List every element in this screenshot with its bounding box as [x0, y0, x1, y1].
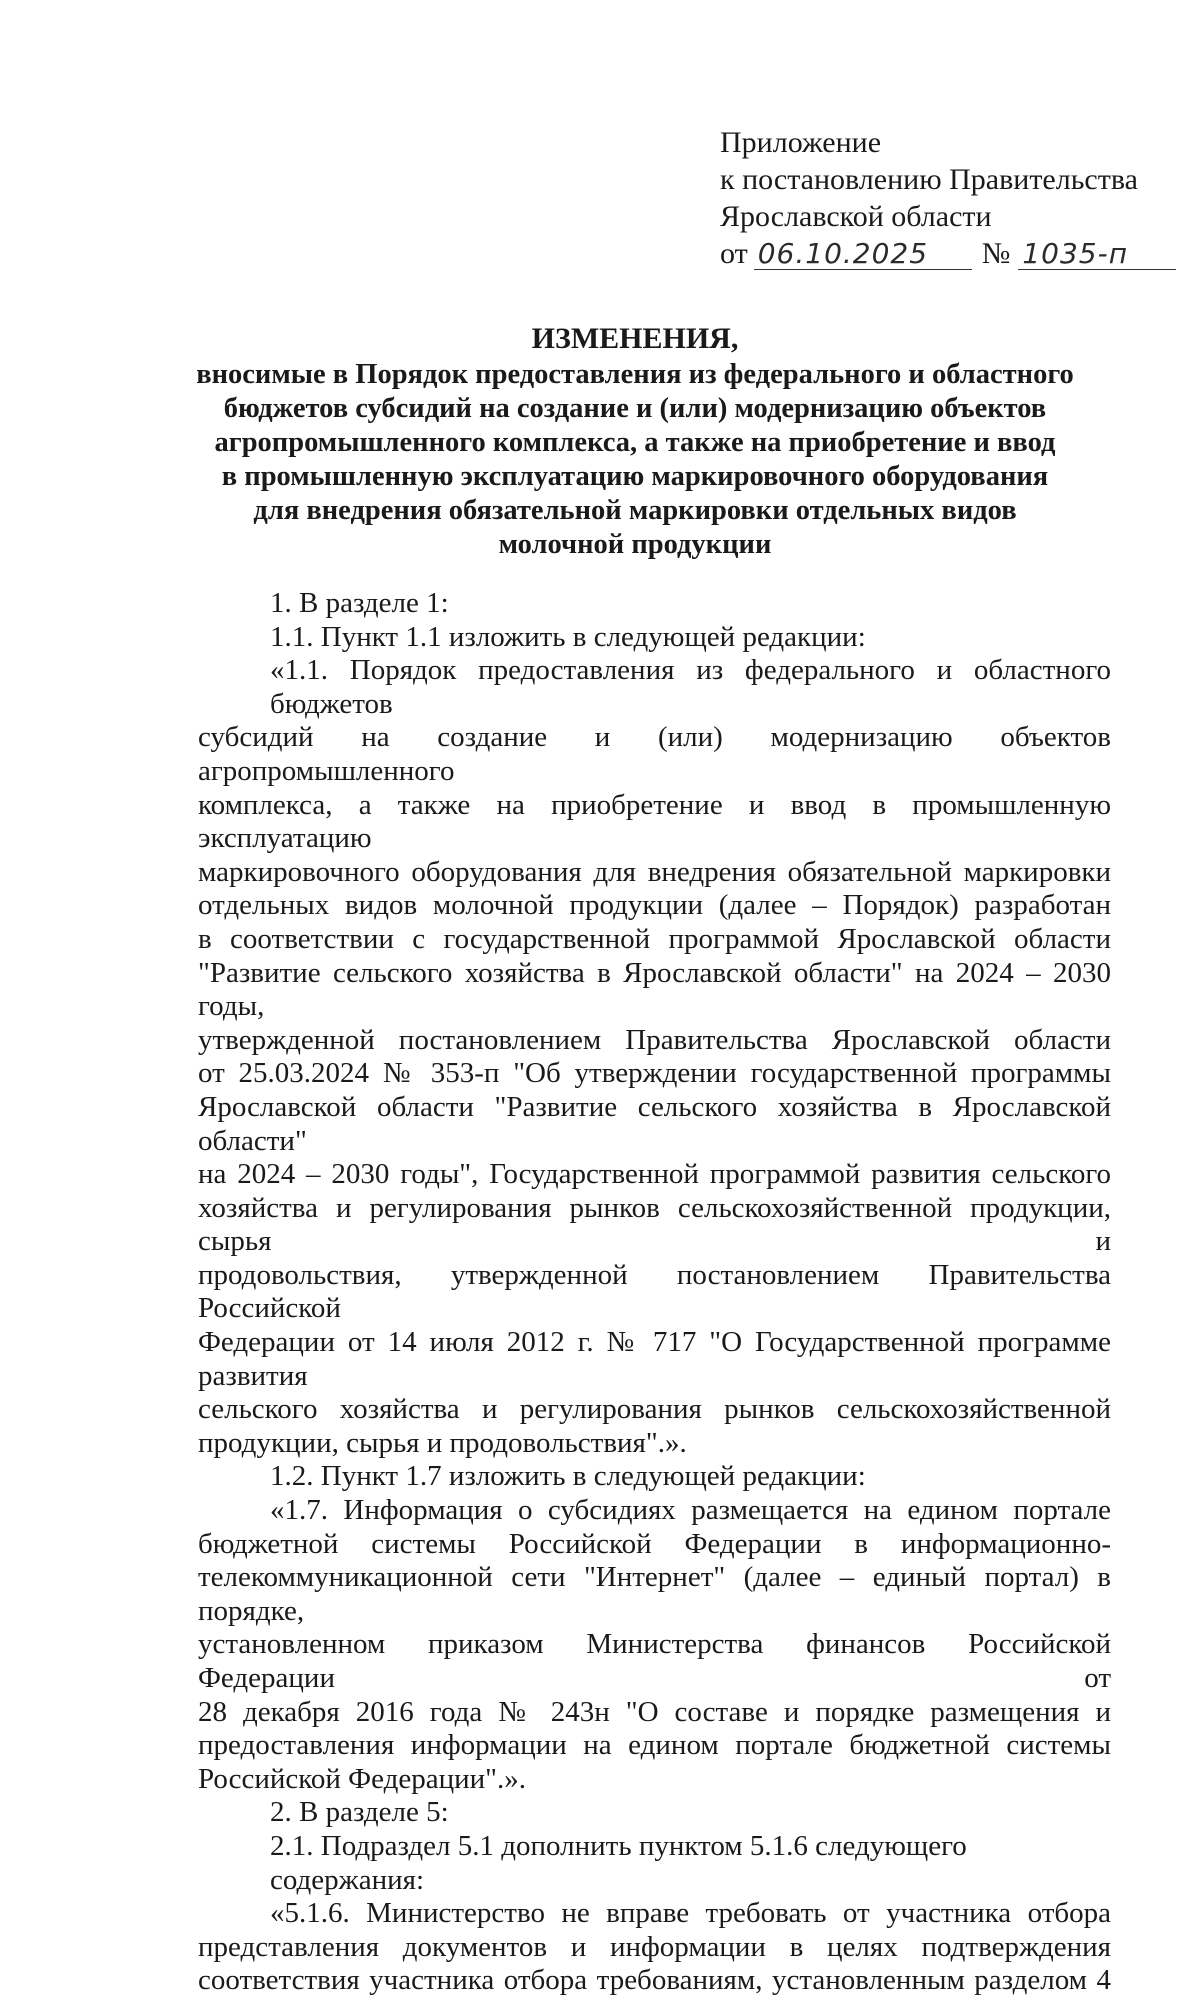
appendix-title: Приложение — [720, 126, 882, 159]
item-2-1-heading: 2.1. Подраздел 5.1 дополнить пунктом 5.1.6 следующего содержания: — [270, 1829, 967, 1896]
document-title — [150, 322, 1120, 562]
number-label: № — [981, 237, 1011, 270]
title-line: агропромышленного комплекса, а также на приобретение и ввод — [214, 427, 1056, 458]
item-1-7-text-line: Российской Федерации".». — [198, 1762, 526, 1795]
item-1-1-text-line: субсидий на создание и (или) модернизацию объектов агропромышленного — [198, 721, 1111, 787]
appendix-header — [720, 124, 1160, 272]
item-1-1-text-line: на 2024 – 2030 годы", Государственной программой развития сельского — [198, 1158, 1111, 1191]
item-1-1-text-line: продовольствия, утвержденной постановлением Правительства Российской — [198, 1258, 1111, 1325]
item-1-1-text-line: хозяйства и регулирования рынков сельскохозяйственной продукции, сырья и — [198, 1191, 1111, 1258]
title-line: в промышленную эксплуатацию маркировочного оборудования — [221, 461, 1049, 492]
item-1-1-text-line: утвержденной постановлением Правительства Ярославской области — [198, 1023, 1111, 1056]
from-label: от — [720, 237, 748, 270]
item-1-1-text-line: отдельных видов молочной продукции (далее – Порядок) разработан — [198, 889, 1111, 922]
item-1-1-text-line: Федерации от 14 июля 2012 г. № 717 "О Государственной программе развития — [198, 1326, 1111, 1392]
section-1-heading: 1. В разделе 1: — [270, 587, 449, 619]
item-1-7-text-line: предоставления информации на едином портале бюджетной системы — [198, 1729, 1111, 1762]
item-1-7-text-line: бюджетной системы Российской Федерации в информационно- — [198, 1527, 1111, 1560]
item-1-1-text-line: «1.1. Порядок предоставления из федерального и областного бюджетов — [270, 654, 1111, 720]
title-line: молочной продукции — [498, 529, 772, 560]
appendix-resolution-line: к постановлению Правительства — [720, 163, 1138, 196]
item-1-1-text-line: маркировочного оборудования для внедрения обязательной маркировки — [198, 855, 1111, 888]
item-1-1-text-line: в соответствии с государственной программой Ярославской области — [198, 922, 1111, 955]
item-1-1-text-line: от 25.03.2024 № 353-п "Об утверждении государственной программы — [198, 1057, 1111, 1090]
item-5-1-6-text-line: соответствия участника отбора требованиям, установленным разделом 4 — [198, 1964, 1111, 1997]
item-1-7-text-line: 28 декабря 2016 года № 243н "О составе и порядке размещения и — [198, 1695, 1111, 1728]
appendix-region-line: Ярославской области — [720, 200, 992, 233]
handwritten-date: 06.10.2025 — [754, 239, 972, 270]
item-5-1-6-text-line: представления документов и информации в целях подтверждения — [198, 1930, 1111, 1963]
document-body — [198, 587, 1111, 1998]
title-heading: ИЗМЕНЕНИЯ, — [531, 322, 739, 355]
title-line: для внедрения обязательной маркировки отдельных видов — [253, 495, 1017, 526]
item-1-1-text-line: сельского хозяйства и регулирования рынков сельскохозяйственной — [198, 1393, 1111, 1426]
item-1-1-text-line: комплекса, а также на приобретение и ввод в промышленную эксплуатацию — [198, 788, 1111, 855]
item-1-7-text-line: «1.7. Информация о субсидиях размещается на едином портале — [270, 1494, 1111, 1527]
item-1-2-heading: 1.2. Пункт 1.7 изложить в следующей редакции: — [270, 1460, 866, 1493]
handwritten-number: 1035-п — [1018, 239, 1176, 270]
item-1-7-text-line: установленном приказом Министерства финансов Российской Федерации от — [198, 1628, 1111, 1694]
item-1-1-text-line: продукции, сырья и продовольствия".». — [198, 1426, 687, 1459]
item-5-1-6-text-line: «5.1.6. Министерство не вправе требовать от участника отбора — [270, 1897, 1111, 1930]
item-1-1-text-line: "Развитие сельского хозяйства в Ярославской области" на 2024 – 2030 годы, — [198, 956, 1111, 1023]
item-1-7-text-line: телекоммуникационной сети "Интернет" (далее – единый портал) в порядке, — [198, 1561, 1111, 1627]
item-1-1-text-line: Ярославской области "Развитие сельского хозяйства в Ярославской области" — [198, 1090, 1111, 1157]
item-1-1-heading: 1.1. Пункт 1.1 изложить в следующей редакции: — [270, 620, 866, 653]
title-line: вносимые в Порядок предоставления из федерального и областного — [196, 359, 1074, 390]
appendix-reference-line — [720, 235, 1160, 272]
section-2-heading: 2. В разделе 5: — [270, 1796, 449, 1829]
title-line: бюджетов субсидий на создание и (или) модернизацию объектов — [223, 393, 1047, 424]
